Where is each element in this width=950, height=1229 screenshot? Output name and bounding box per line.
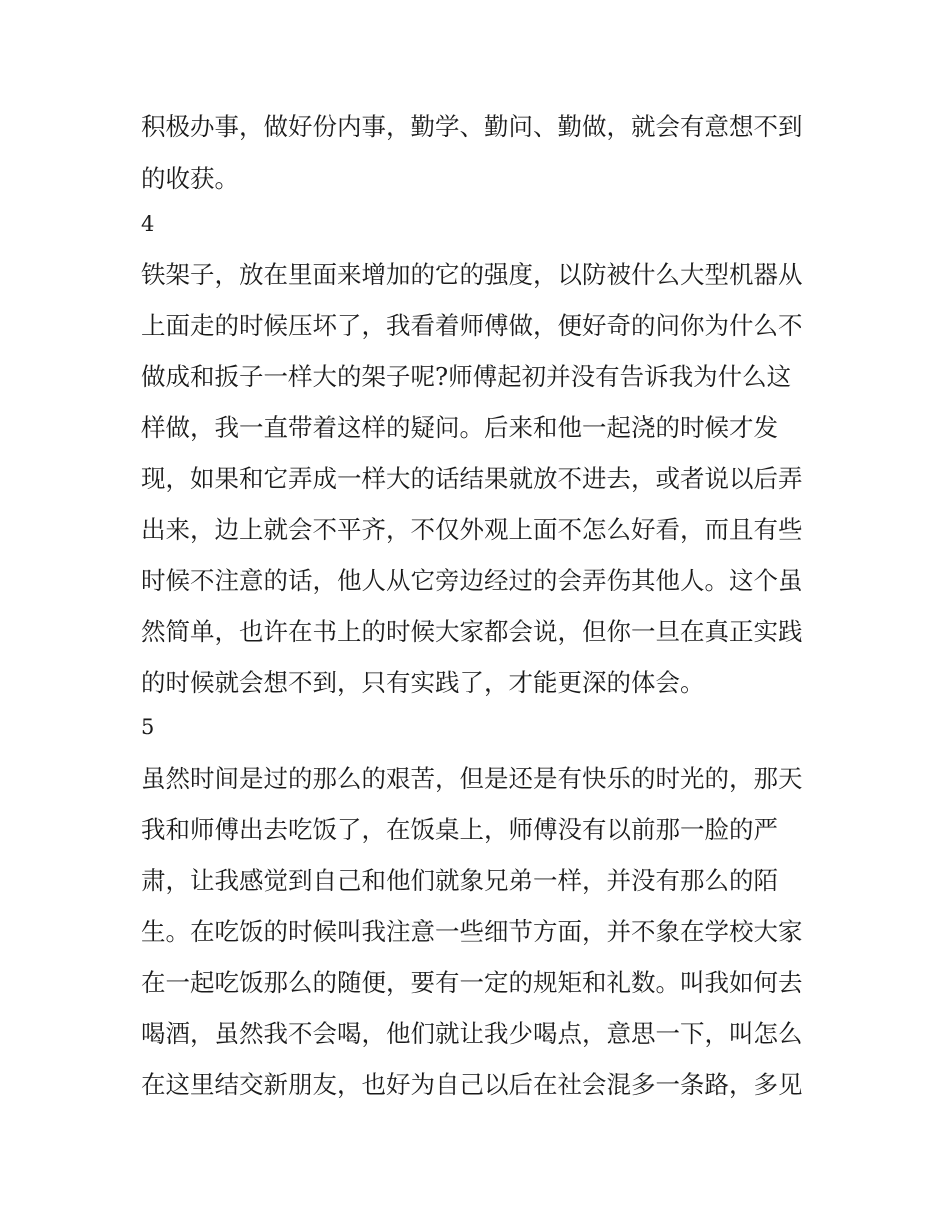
text-line: 虽然时间是过的那么的艰苦，但是还是有快乐的时光的，那天	[141, 764, 803, 793]
text-line: 在一起吃饭那么的随便，要有一定的规矩和礼数。叫我如何去	[141, 968, 803, 997]
text-line: 时候不注意的话，他人从它旁边经过的会弄伤其他人。这个虽	[141, 566, 803, 595]
section-number: 4	[141, 212, 155, 236]
section-number: 5	[141, 715, 155, 739]
text-line: 铁架子，放在里面来增加的它的强度，以防被什么大型机器从	[141, 260, 803, 289]
text-line: 样做，我一直带着这样的疑问。后来和他一起浇的时候才发	[141, 413, 778, 442]
text-line: 的时候就会想不到，只有实践了，才能更深的体会。	[141, 668, 705, 697]
text-line: 上面走的时候压坏了，我看着师傅做，便好奇的问你为什么不	[141, 311, 803, 340]
text-line: 喝酒，虽然我不会喝，他们就让我少喝点，意思一下，叫怎么	[141, 1019, 803, 1048]
text-line: 我和师傅出去吃饭了，在饭桌上，师傅没有以前那一脸的严	[141, 815, 778, 844]
text-line: 在这里结交新朋友，也好为自己以后在社会混多一条路，多见	[141, 1070, 803, 1099]
text-line: 肃，让我感觉到自己和他们就象兄弟一样，并没有那么的陌	[141, 866, 778, 895]
text-line: 做成和扳子一样大的架子呢?师傅起初并没有告诉我为什么这	[141, 362, 792, 391]
text-line: 然简单，也许在书上的时候大家都会说，但你一旦在真正实践	[141, 617, 803, 646]
text-line: 出来，边上就会不平齐，不仅外观上面不怎么好看，而且有些	[141, 515, 803, 544]
text-line: 现，如果和它弄成一样大的话结果就放不进去，或者说以后弄	[141, 464, 803, 493]
text-line: 生。在吃饭的时候叫我注意一些细节方面，并不象在学校大家	[141, 917, 803, 946]
text-line: 积极办事，做好份内事，勤学、勤问、勤做，就会有意想不到	[141, 112, 803, 141]
text-line: 的收获。	[141, 164, 239, 193]
